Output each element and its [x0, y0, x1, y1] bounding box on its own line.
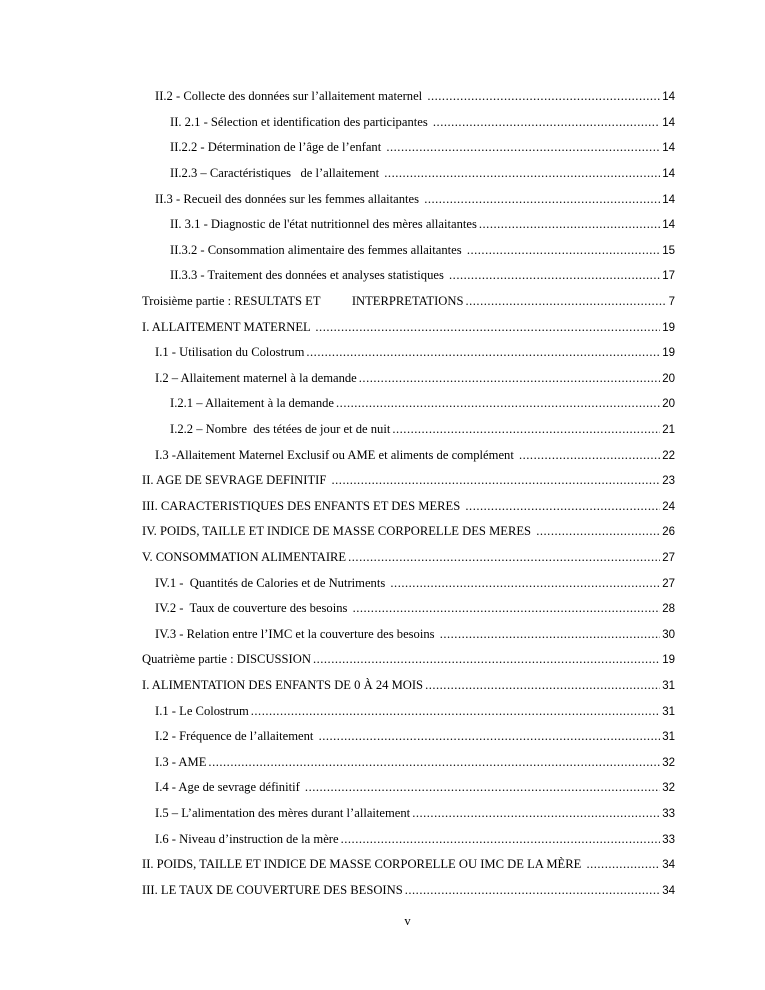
toc-entry[interactable]	[0, 877, 765, 903]
toc-dot-leader	[208, 755, 660, 769]
toc-dot-leader	[348, 550, 660, 564]
toc-entry-page: 33	[662, 833, 675, 846]
toc-entry-page: 7	[668, 296, 675, 309]
toc-entry-page: 19	[662, 654, 675, 667]
toc-dot-leader	[305, 780, 660, 794]
toc-entry[interactable]	[0, 647, 765, 673]
toc-entry-page: 14	[662, 193, 675, 206]
toc-entry[interactable]	[0, 289, 765, 315]
toc-entry-page: 23	[662, 475, 675, 488]
toc-entry-title: I.2.1 – Allaitement à la demande	[170, 396, 335, 411]
toc-entry-title: I.5 – L’alimentation des mères durant l’allaitement	[155, 805, 411, 820]
toc-entry[interactable]	[0, 314, 765, 340]
toc-entry-title: IV.1 - Quantités de Calories et de Nutriments	[155, 575, 389, 590]
toc-dot-leader	[341, 832, 661, 846]
toc-entry[interactable]	[0, 749, 765, 775]
toc-dot-leader	[586, 857, 660, 871]
toc-entry-page: 17	[662, 270, 675, 283]
toc-dot-leader	[332, 473, 661, 487]
toc-dot-leader	[384, 166, 660, 180]
toc-entry-title: V. CONSOMMATION ALIMENTAIRE	[142, 549, 347, 564]
toc-entry-page: 24	[662, 500, 675, 513]
toc-entry-title: IV. POIDS, TAILLE ET INDICE DE MASSE CORPORELLE DES MERES	[142, 524, 535, 539]
toc-entry-title: IV.2 - Taux de couverture des besoins	[155, 601, 351, 616]
toc-entry[interactable]	[0, 263, 765, 289]
toc-dot-leader	[425, 678, 660, 692]
toc-entry-title: I.4 - Age de sevrage définitif	[155, 780, 303, 795]
toc-entry[interactable]	[0, 545, 765, 571]
toc-dot-leader	[336, 396, 660, 410]
toc-entry-title: II.3 - Recueil des données sur les femmes allaitantes	[155, 191, 423, 206]
toc-dot-leader	[427, 89, 660, 103]
toc-entry-page: 31	[662, 731, 675, 744]
toc-entry[interactable]	[0, 366, 765, 392]
toc-entry-page: 19	[662, 347, 675, 360]
toc-entry[interactable]	[0, 570, 765, 596]
toc-entry-title: II. POIDS, TAILLE ET INDICE DE MASSE CORPORELLE OU IMC DE LA MÈRE	[142, 857, 585, 872]
toc-entry-page: 20	[662, 372, 675, 385]
toc-entry-title: Troisième partie : RESULTATS ET INTERPRETATIONS	[142, 294, 464, 309]
toc-entry-page: 33	[662, 807, 675, 820]
toc-entry[interactable]	[0, 724, 765, 750]
toc-dot-leader	[412, 806, 660, 820]
toc-entry-title: I.2 - Fréquence de l’allaitement	[155, 729, 317, 744]
toc-entry-title: I.6 - Niveau d’instruction de la mère	[155, 831, 339, 846]
toc-entry-title: II.3.3 - Traitement des données et analyses statistiques	[170, 268, 448, 283]
toc-entry-page: 32	[662, 756, 675, 769]
toc-entry-page: 32	[662, 782, 675, 795]
toc-dot-leader	[405, 883, 660, 897]
toc-entry-title: I.1 - Le Colostrum	[155, 703, 249, 718]
toc-dot-leader	[479, 217, 660, 231]
toc-dot-leader	[359, 371, 660, 385]
toc-entry-page: 14	[662, 142, 675, 155]
toc-entry-page: 21	[662, 424, 675, 437]
toc-entry-page: 27	[662, 577, 675, 590]
toc-dot-leader	[251, 704, 660, 718]
toc-entry-title: II.3.2 - Consommation alimentaire des femmes allaitantes	[170, 242, 465, 257]
toc-entry-title: II. 2.1 - Sélection et identification des participantes	[170, 114, 431, 129]
toc-entry-title: II. 3.1 - Diagnostic de l'état nutritionnel des mères allaitantes	[170, 217, 477, 232]
toc-entry-title: I.1 - Utilisation du Colostrum	[155, 345, 305, 360]
toc-entry-page: 28	[662, 603, 675, 616]
toc-dot-leader	[306, 345, 660, 359]
table-of-contents	[0, 84, 765, 903]
toc-entry-page: 30	[662, 628, 675, 641]
toc-entry-page: 14	[662, 219, 675, 232]
toc-dot-leader	[465, 499, 660, 513]
toc-entry-page: 15	[662, 244, 675, 257]
toc-entry-title: III. LE TAUX DE COUVERTURE DES BESOINS	[142, 882, 403, 897]
toc-entry-page: 34	[662, 859, 675, 872]
toc-entry-title: II. AGE DE SEVRAGE DEFINITIF	[142, 473, 330, 488]
toc-entry[interactable]	[0, 673, 765, 699]
toc-entry-title: III. CARACTERISTIQUES DES ENFANTS ET DES MERES	[142, 498, 464, 513]
toc-entry-page: 27	[662, 551, 675, 564]
toc-dot-leader	[433, 115, 660, 129]
toc-entry-page: 14	[662, 168, 675, 181]
toc-entry[interactable]	[0, 494, 765, 520]
toc-entry-page: 22	[662, 449, 675, 462]
toc-entry[interactable]	[0, 186, 765, 212]
toc-entry-title: II.2.3 – Caractéristiques de l’allaitement	[170, 166, 383, 181]
toc-dot-leader	[313, 652, 660, 666]
toc-entry[interactable]	[0, 391, 765, 417]
toc-entry-title: I.2.2 – Nombre des tétées de jour et de nuit	[170, 422, 391, 437]
toc-dot-leader	[319, 729, 661, 743]
toc-entry[interactable]	[0, 775, 765, 801]
toc-entry-title: Quatrième partie : DISCUSSION	[142, 652, 311, 667]
toc-entry-title: I. ALIMENTATION DES ENFANTS DE 0 À 24 MOIS	[142, 677, 424, 692]
toc-dot-leader	[449, 268, 660, 282]
toc-entry[interactable]	[0, 519, 765, 545]
toc-entry-title: II.2.2 - Détermination de l’âge de l’enfant	[170, 140, 385, 155]
toc-dot-leader	[467, 243, 660, 257]
toc-entry-page: 31	[662, 679, 675, 692]
toc-dot-leader	[424, 192, 660, 206]
toc-entry[interactable]	[0, 852, 765, 878]
page-number: v	[404, 914, 411, 928]
toc-entry[interactable]	[0, 238, 765, 264]
toc-dot-leader	[440, 627, 661, 641]
toc-dot-leader	[536, 524, 660, 538]
toc-entry[interactable]	[0, 698, 765, 724]
toc-dot-leader	[392, 422, 660, 436]
toc-entry[interactable]	[0, 596, 765, 622]
toc-entry-page: 26	[662, 526, 675, 539]
toc-entry-page: 14	[662, 91, 675, 104]
toc-entry[interactable]	[0, 468, 765, 494]
toc-entry[interactable]	[0, 161, 765, 187]
toc-entry-page: 14	[662, 116, 675, 129]
toc-dot-leader	[353, 601, 661, 615]
toc-entry[interactable]	[0, 417, 765, 443]
toc-dot-leader	[390, 576, 660, 590]
toc-dot-leader	[315, 320, 660, 334]
toc-entry[interactable]	[0, 340, 765, 366]
toc-entry[interactable]	[0, 110, 765, 136]
toc-dot-leader	[465, 294, 666, 308]
toc-entry[interactable]	[0, 135, 765, 161]
toc-entry[interactable]	[0, 801, 765, 827]
toc-entry-title: II.2 - Collecte des données sur l’allaitement maternel	[155, 89, 426, 104]
toc-entry[interactable]	[0, 826, 765, 852]
toc-dot-leader	[386, 140, 660, 154]
toc-entry-title: I.3 - AME	[155, 754, 207, 769]
toc-entry-page: 19	[662, 321, 675, 334]
toc-entry-title: IV.3 - Relation entre l’IMC et la couverture des besoins	[155, 626, 438, 641]
toc-entry[interactable]	[0, 442, 765, 468]
toc-entry-page: 34	[662, 884, 675, 897]
toc-dot-leader	[519, 448, 660, 462]
toc-entry-title: I.2 – Allaitement maternel à la demande	[155, 370, 357, 385]
toc-entry-title: I.3 -Allaitement Maternel Exclusif ou AME et aliments de complément	[155, 447, 517, 462]
toc-entry-page: 20	[662, 398, 675, 411]
toc-entry-title: I. ALLAITEMENT MATERNEL	[142, 319, 314, 334]
toc-entry[interactable]	[0, 621, 765, 647]
toc-entry[interactable]	[0, 84, 765, 110]
toc-entry[interactable]	[0, 212, 765, 238]
toc-entry-page: 31	[662, 705, 675, 718]
